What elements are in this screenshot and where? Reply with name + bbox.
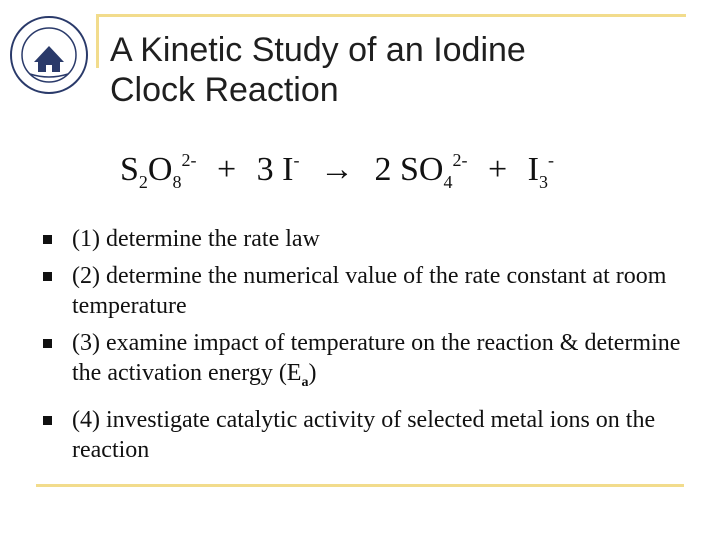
eq-arrow: → xyxy=(320,151,354,188)
eq-reactant1-sub1: 2 xyxy=(138,172,148,192)
list-item xyxy=(40,224,700,254)
eq-plus-2: + xyxy=(487,151,508,188)
left-accent-line xyxy=(96,14,99,68)
bullet-square-icon xyxy=(43,235,52,244)
objective-2-text: (2) determine the numerical value of the rate constant at room temperature xyxy=(72,263,667,319)
eq-reactant1-sub2: 8 xyxy=(172,172,182,192)
objective-3-closing: ) xyxy=(308,360,317,386)
eq-reactant2-charge: - xyxy=(293,150,300,170)
chemical-equation xyxy=(120,150,554,190)
objective-3-text: (3) examine impact of temperature on the reaction & determine the activation energy (E xyxy=(72,330,681,386)
eq-reactant2: 3 I xyxy=(256,151,294,188)
university-seal-logo xyxy=(8,14,90,96)
bullet-square-icon xyxy=(43,416,52,425)
top-accent-line xyxy=(96,14,686,17)
title-line-1: A Kinetic Study of an Iodine xyxy=(110,31,526,69)
eq-product1-charge: 2- xyxy=(452,150,468,170)
bottom-accent-line xyxy=(36,484,684,487)
slide-title xyxy=(110,30,670,110)
bullet-square-icon xyxy=(43,272,52,281)
eq-product1: 2 SO xyxy=(374,151,444,188)
list-item xyxy=(40,261,700,321)
eq-plus-1: + xyxy=(216,151,237,188)
eq-product2: I xyxy=(527,151,539,188)
objective-4-text: (4) investigate catalytic activity of selected metal ions on the reaction xyxy=(72,406,656,463)
eq-reactant1-mid: O xyxy=(147,151,173,188)
eq-product2-sub: 3 xyxy=(538,172,548,192)
eq-reactant1: S xyxy=(120,151,139,188)
bullet-square-icon xyxy=(43,339,52,348)
objective-3-subscript: a xyxy=(301,374,309,390)
objectives-list xyxy=(40,224,700,472)
list-item xyxy=(40,405,700,465)
title-line-2: Clock Reaction xyxy=(110,71,339,109)
list-item xyxy=(40,328,700,398)
objective-1-text: (1) determine the rate law xyxy=(72,226,320,252)
eq-product1-sub: 4 xyxy=(443,172,453,192)
eq-reactant1-charge: 2- xyxy=(181,150,197,170)
eq-product2-charge: - xyxy=(547,150,554,170)
